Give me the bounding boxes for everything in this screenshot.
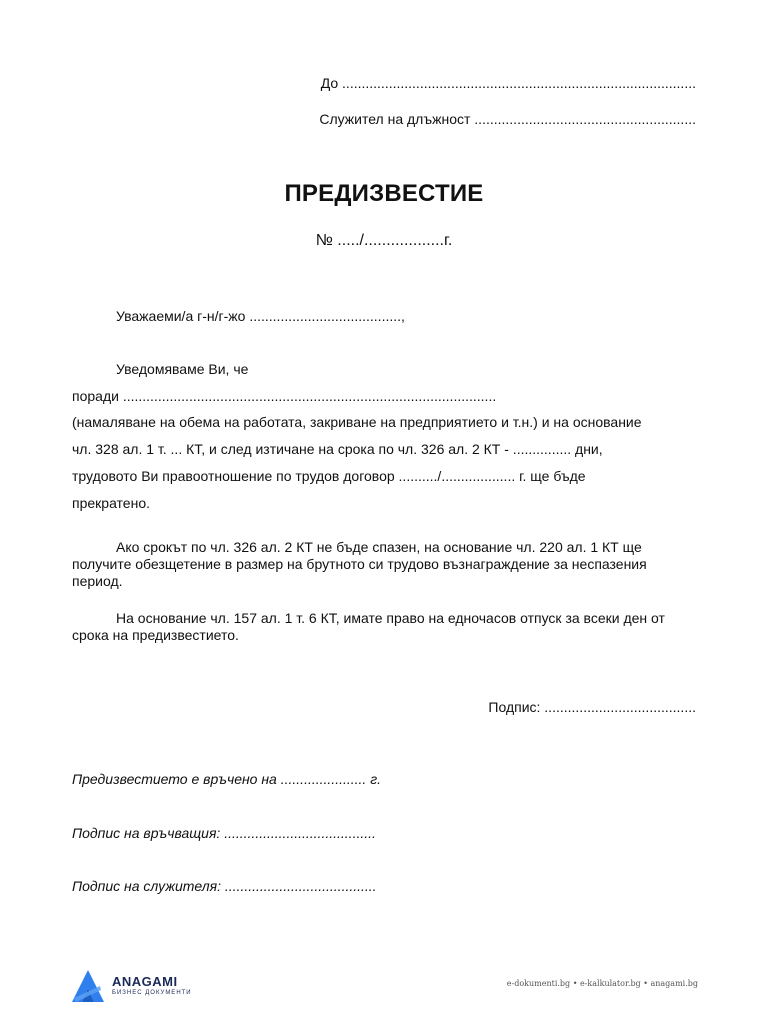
compensation-text: Ако срокът по чл. 326 ал. 2 КТ не бъде спазен, на основание чл. 220 ал. 1 КТ ще получите обезщетение в размер на брутното си трудово възнаграждение за неспазения период.: [72, 539, 647, 589]
employee-signature-line: Подпис на служителя: .......................................: [72, 878, 377, 894]
signature-line: Подпис: .......................................: [488, 699, 696, 715]
body-line: трудовото Ви правоотношение по трудов договор ........../................... г. ще бъде: [72, 468, 586, 484]
body-line: поради ................................................................................................: [72, 388, 497, 404]
to-line: До ...........................................................................................: [320, 75, 696, 91]
anagami-a-icon: [70, 968, 106, 1004]
deliverer-signature-line: Подпис на връчващия: .......................................: [72, 825, 376, 841]
logo-tagline: БИЗНЕС ДОКУМЕНТИ: [112, 990, 192, 996]
leave-paragraph: [72, 610, 696, 644]
document-title: ПРЕДИЗВЕСТИЕ: [284, 180, 484, 207]
document-number: № ...../..................г.: [315, 232, 453, 249]
body-line: прекратено.: [72, 495, 150, 511]
logo-name: ANAGAMI: [112, 974, 178, 989]
body-line: (намаляване на обема на работата, закриване на предприятието и т.н.) и на основание: [72, 414, 642, 430]
salutation: Уважаеми/а г-н/г-жо .......................................,: [116, 308, 405, 324]
anagami-logo: [70, 968, 192, 1004]
notify-text: Уведомяваме Ви, че: [116, 361, 249, 377]
position-line: Служител на длъжност .........................................................: [319, 111, 696, 127]
body-line: чл. 328 ал. 1 т. ... КТ, и след изтичане на срока по чл. 326 ал. 2 КТ - ............... дни,: [72, 441, 603, 457]
compensation-paragraph: [72, 539, 696, 590]
leave-text: На основание чл. 157 ал. 1 т. 6 КТ, имате право на едночасов отпуск за всеки ден от срока на предизвестието.: [72, 610, 665, 643]
footer-links: e-dokumenti.bg • e-kalkulator.bg • anagami.bg: [506, 979, 698, 988]
served-line: Предизвестието е връчено на ...................... г.: [72, 771, 381, 787]
